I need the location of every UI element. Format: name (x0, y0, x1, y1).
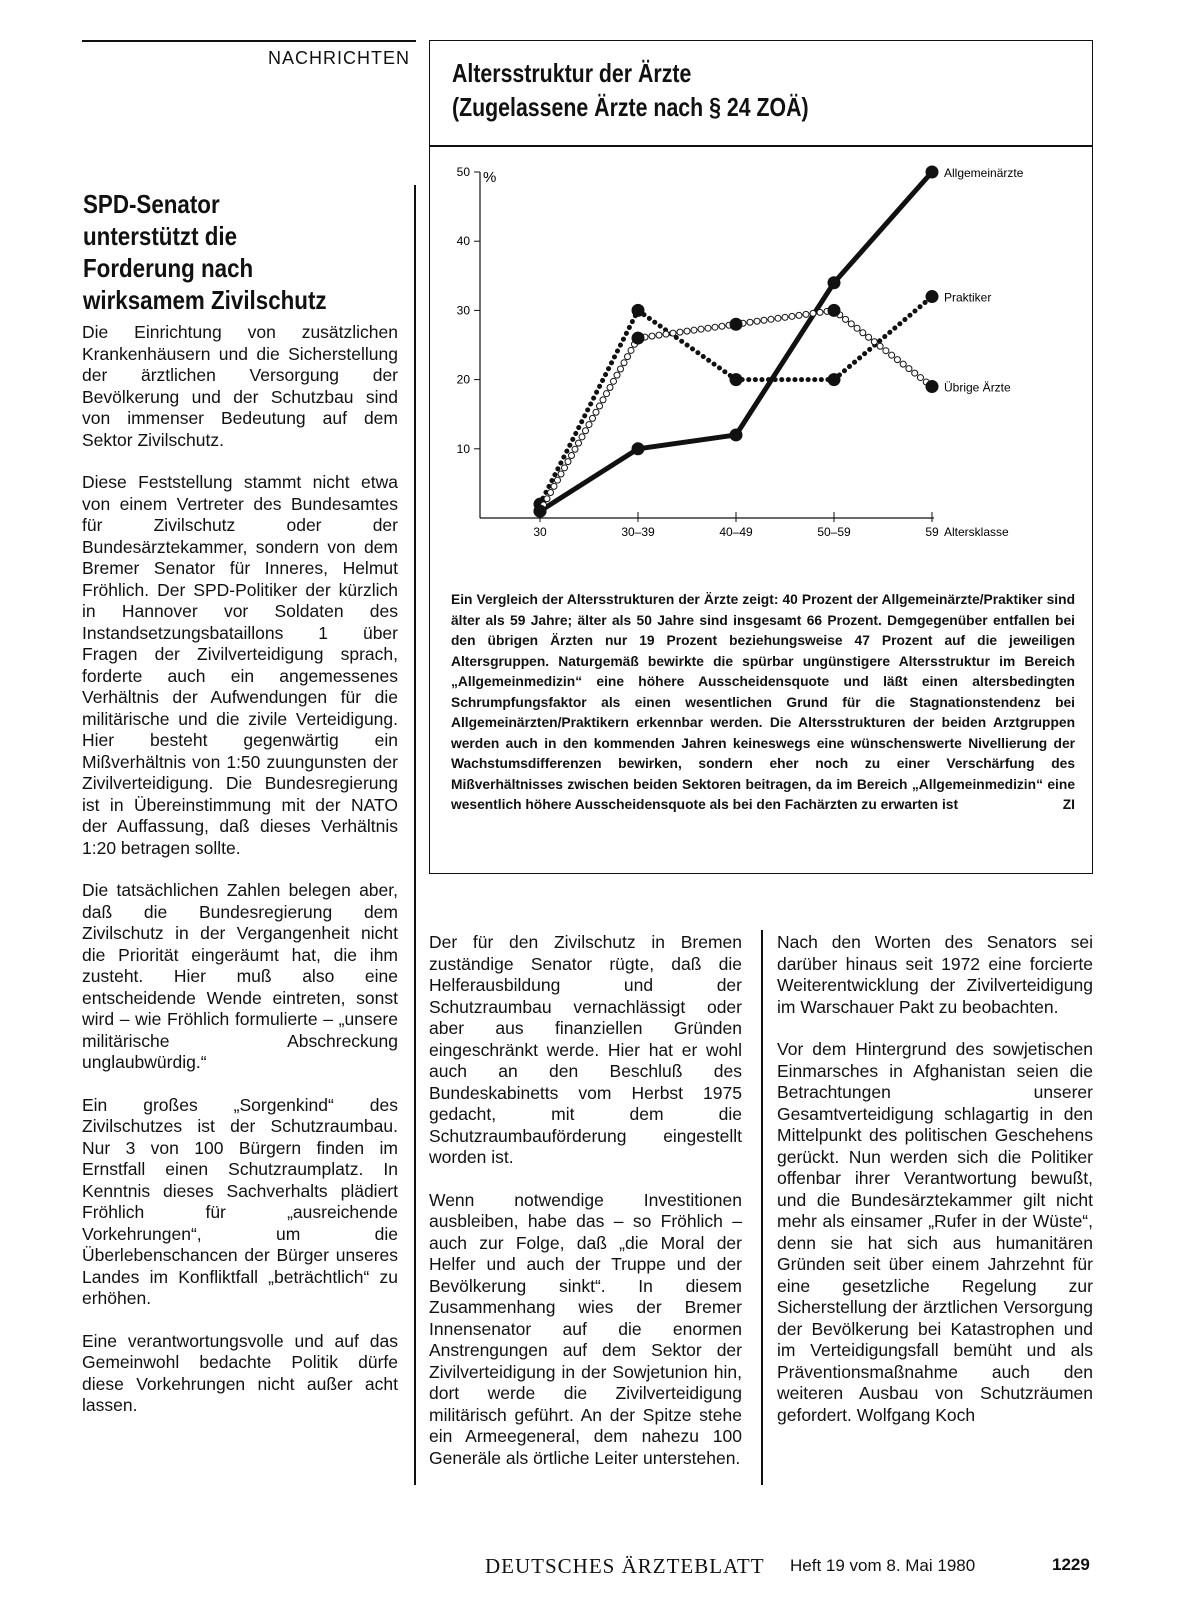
data-point (632, 442, 645, 455)
series-marker (593, 409, 599, 415)
chart-title-line1: Altersstruktur der Ärzte (452, 58, 692, 88)
paragraph: Der für den Zivilschutz in Bremen zuständige Senator rügte, daß die Helferausbildung und der Schutzraumbau vernachlässigt oder aber aus finanziellen Gründen eingeschränkt werde. Hier hat er wohl auch an den Beschluß des Bundeskabinetts vom Herbst 1975 gedacht, mit dem die Schutzraumbauförderung eingestellt worden ist. (429, 932, 742, 1167)
data-point (534, 505, 547, 518)
series-marker (854, 325, 860, 331)
publication-name: DEUTSCHES ÄRZTEBLATT (485, 1554, 765, 1578)
article-column-left (82, 322, 398, 1438)
x-tick-label: 40–49 (719, 525, 753, 539)
series-marker (586, 422, 592, 428)
series-marker (621, 360, 627, 366)
series-marker (600, 397, 606, 403)
series-marker (894, 357, 900, 363)
data-point (730, 373, 743, 386)
section-label: NACHRICHTEN (267, 48, 410, 68)
series-label: Praktiker (944, 290, 992, 305)
data-point (828, 373, 841, 386)
series-marker (614, 372, 620, 378)
series-label: Übrige Ärzte (944, 380, 1011, 395)
chart-title-line2: (Zugelassene Ärzte nach § 24 ZOÄ) (452, 92, 809, 122)
series-marker (906, 366, 912, 372)
series-marker (565, 459, 571, 465)
series-marker (576, 440, 582, 446)
page-number: 1229 (1052, 1555, 1090, 1574)
paragraph: Eine verantwortungsvolle und auf das Gemeinwohl bedachte Politik dürfe diese Vorkehrungen nicht außer acht lassen. (82, 1330, 398, 1415)
data-point (632, 332, 645, 345)
article-column-middle (429, 932, 742, 1490)
series-marker (551, 483, 557, 489)
column-rule-2 (761, 930, 763, 1485)
series-marker (803, 311, 809, 317)
x-axis-label: Altersklasse (944, 525, 1009, 539)
series-marker (625, 354, 631, 360)
series-marker (848, 321, 854, 327)
series-marker (912, 370, 918, 376)
chart-caption (451, 590, 1075, 816)
series-marker (817, 309, 823, 315)
series-marker (649, 333, 655, 339)
top-rule (82, 40, 416, 42)
paragraph: Diese Feststellung stammt nicht etwa von einem Vertreter des Bundesamtes für Zivilschutz oder der Bundesärztekammer, sondern von dem Bremer Senator für Inneres, Helmut Fröhlich. Der SPD-Politiker der kürzlich in Hannover vor Soldaten des Instandsetzungsbataillons 1 über Fragen der Zivilverteidigung sprach, forderte auch ein angemessenes Verhältnis der Aufwendungen für die militärische und die zivile Verteidigung. Hier besteht gegenwärtig ein Mißverhältnis von 1:50 zuungunsten der Zivilverteidigung. Die Bundesregierung ist in Übereinstimmung mit der NATO der Auffassung, daß dieses Verhältnis 1:20 betragen sollte. (82, 472, 398, 858)
series-marker (768, 316, 774, 322)
series-marker (684, 328, 690, 334)
chart-title (452, 56, 809, 124)
series-marker (656, 332, 662, 338)
y-tick-label: 30 (456, 303, 470, 318)
series-marker (698, 326, 704, 332)
issue-info: Heft 19 vom 8. Mai 1980 (790, 1556, 976, 1575)
series-marker (866, 334, 872, 340)
y-tick-label: 20 (456, 372, 470, 387)
series-marker (705, 325, 711, 331)
series-marker (871, 339, 877, 345)
article-headline: SPD-Senator unterstützt die Forderung nach wirksamem Zivilschutz (83, 189, 327, 315)
chart-caption-sign: ZI (1062, 797, 1075, 812)
series-marker (782, 314, 788, 320)
series-marker (719, 323, 725, 329)
series-marker (597, 403, 603, 409)
data-point (632, 304, 645, 317)
data-point (828, 304, 841, 317)
series-marker (628, 347, 634, 353)
paragraph: Die tatsächlichen Zahlen belegen aber, daß die Bundesregierung dem Zivilschutz in der Vergangenheit nicht die Priorität eingeräumt hat, die ihm zusteht. Hier muß also eine entscheidende Wende eintreten, sonst wird – wie Fröhlich formulierte – „unsere militärische Abschreckung unglaubwürdig.“ (82, 880, 398, 1072)
y-axis-label: % (483, 169, 497, 186)
series-marker (572, 446, 578, 452)
x-tick-label: 30 (533, 525, 547, 539)
y-tick-label: 50 (456, 165, 470, 179)
series-marker (548, 490, 554, 496)
series-marker (761, 317, 767, 323)
series-marker (670, 330, 676, 336)
series-marker (607, 385, 613, 391)
series-marker (691, 327, 697, 333)
series-marker (583, 428, 589, 434)
series-marker (611, 378, 617, 384)
series-marker (558, 471, 564, 477)
series-marker (579, 434, 585, 440)
series-marker (877, 343, 883, 349)
series-marker (569, 452, 575, 458)
paragraph: Nach den Worten des Senators sei darüber hinaus seit 1972 eine forcierte Weiterentwicklung der Zivilverteidigung im Warschauer Pakt zu beobachten. (777, 932, 1093, 1017)
paragraph: Vor dem Hintergrund des sowjetischen Einmarsches in Afghanistan seien die Betrachtungen unserer Gesamtverteidigung schlagartig in den Mittelpunkt des politischen Geschehens gerückt. Nun werden sich die Politiker offenbar ihrer Verantwortung bewußt, und die Bundesärztekammer gilt nicht mehr als einsamer „Rufer in der Wüste“, denn sie hat sich aus humanitären Gründen seit über einem Jahrzehnt für eine gesetzliche Regelung zur Sicherstellung der ärztlichen Versorgung der Bevölkerung bei Katastrophen und im Verteidigungsfall bemüht und als Präventionsmaßnahme auch den weiteren Ausbau von Schutzräumen gefordert. Wolfgang Koch (777, 1039, 1093, 1425)
paragraph: Ein großes „Sorgenkind“ des Zivilschutzes ist der Schutzraumbau. Nur 3 von 100 Bürgern finden im Ernstfall einen Schutzraumplatz. In Kenntnis dieses Sachverhalts plädiert Fröhlich für „ausreichende Vorkehrungen“, um die Überlebenschancen der Bürger unseres Landes im Konfliktfall „beträchtlich“ zu erhöhen. (82, 1094, 398, 1308)
series-marker (775, 315, 781, 321)
series-marker (544, 496, 550, 502)
series-marker (883, 348, 889, 354)
y-tick-label: 40 (456, 234, 470, 249)
x-tick-label: 50–59 (817, 525, 851, 539)
series-marker (754, 318, 760, 324)
series-marker (810, 310, 816, 316)
column-rule-1 (414, 185, 416, 1485)
data-point (730, 428, 743, 441)
line-chart (430, 150, 1092, 570)
x-tick-label: 59 (925, 525, 939, 539)
series-marker (712, 324, 718, 330)
series-marker (590, 415, 596, 421)
series-label: Allgemeinärzte (944, 166, 1024, 180)
series-marker (618, 366, 624, 372)
series-marker (604, 391, 610, 397)
data-point (828, 276, 841, 289)
chart-caption-text: Ein Vergleich der Altersstrukturen der Ärzte zeigt: 40 Prozent der Allgemeinärzte/Praktiker sind älter als 59 Jahre; älter als 50 Jahre sind insgesamt 66 Prozent. Demgegenüber entfallen bei den übrigen Ärzten nur 19 Prozent beziehungsweise 47 Prozent auf die jeweiligen Altersgruppen. Naturgemäß bewirkte die spürbar ungünstigere Altersstruktur im Bereich „Allgemeinmedizin“ eine höhere Ausscheidensquote und läßt einen altersbedingten Schrumpfungsfaktor als einen wesentlichen Grund für die Stagnationstendenz bei Allgemeinärzten/Praktikern erkennbar werden. Die Altersstrukturen der beiden Arztgruppen werden auch in den kommenden Jahren keineswegs eine wünschenswerte Nivellierung der Wachstumsdifferenzen bewirken, sondern eher noch zu einer Verschärfung des Mißverhältnisses zwischen beiden Sektoren beitragen, da im Bereich „Allgemeinmedizin“ eine wesentlich höhere Ausscheidensquote als bei den Fachärzten zu erwarten ist (451, 592, 1075, 812)
series-marker (843, 316, 849, 322)
data-point (926, 380, 939, 393)
chart-title-rule (429, 145, 1093, 147)
series-marker (860, 330, 866, 336)
paragraph: Die Einrichtung von zusätzlichen Krankenhäusern und die Sicherstellung der ärztlichen Versorgung der Bevölkerung und der Schutzbau sind von immenser Bedeutung auf dem Sektor Zivilschutz. (82, 322, 398, 450)
series-marker (663, 331, 669, 337)
y-tick-label: 10 (456, 441, 470, 456)
series-marker (677, 329, 683, 335)
series-marker (555, 477, 561, 483)
data-point (926, 166, 939, 179)
series-marker (900, 361, 906, 367)
series-marker (789, 313, 795, 319)
series-marker (562, 465, 568, 471)
series-marker (917, 375, 923, 381)
data-point (730, 318, 743, 331)
series-marker (747, 319, 753, 325)
data-point (926, 290, 939, 303)
series-marker (889, 352, 895, 358)
paragraph: Wenn notwendige Investitionen ausbleiben, habe das – so Fröhlich – auch zur Folge, daß „die Moral der Helfer und auch der Truppe und der Bevölkerung sinkt“. In diesem Zusammenhang wies der Bremer Innensenator auf die enormen Anstrengungen auf dem Sektor der Zivilverteidigung in der Sowjetunion hin, dort werde die Zivilverteidigung militärisch geführt. An der Spitze stehe ein Armeegeneral, dem nahezu 100 Generäle als örtliche Leiter unterstehen. (429, 1189, 742, 1468)
article-column-right (777, 932, 1093, 1447)
series-marker (796, 312, 802, 318)
x-tick-label: 30–39 (621, 525, 655, 539)
